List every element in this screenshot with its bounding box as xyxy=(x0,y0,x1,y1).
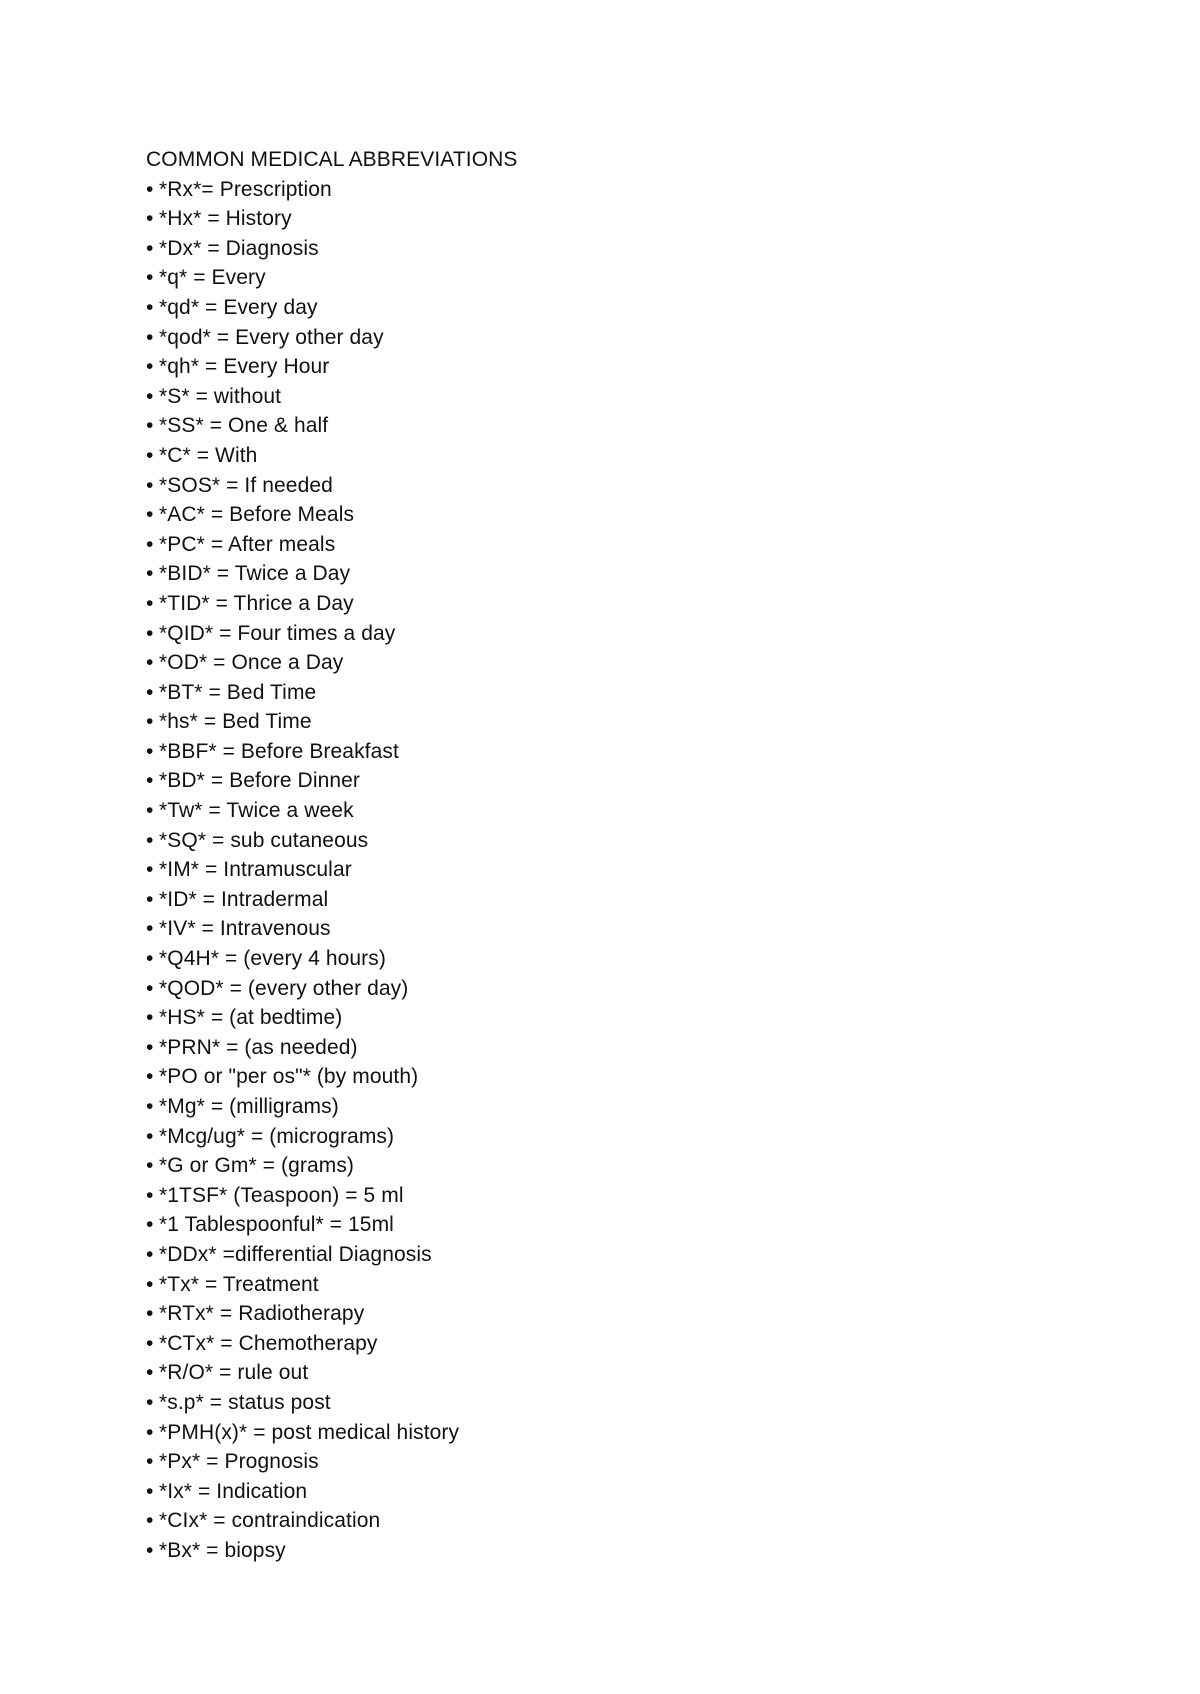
list-item xyxy=(146,1122,1046,1152)
abbreviation-text: *RTx* = Radiotherapy xyxy=(159,1302,365,1326)
bullet-icon: • xyxy=(146,1331,154,1355)
abbreviation-text: *OD* = Once a Day xyxy=(159,651,344,675)
abbreviation-text: *IV* = Intravenous xyxy=(159,917,331,941)
list-item xyxy=(146,766,1046,796)
list-item xyxy=(146,619,1046,649)
abbreviation-text: *TID* = Thrice a Day xyxy=(159,591,354,615)
abbreviation-text: *SS* = One & half xyxy=(159,414,329,438)
bullet-icon: • xyxy=(146,887,154,911)
bullet-icon: • xyxy=(146,1154,154,1178)
abbreviation-text: *Tx* = Treatment xyxy=(159,1272,319,1296)
list-item xyxy=(146,411,1046,441)
bullet-icon: • xyxy=(146,917,154,941)
abbreviation-text: *IM* = Intramuscular xyxy=(159,858,352,882)
abbreviation-text: *QOD* = (every other day) xyxy=(159,976,409,1000)
list-item xyxy=(146,293,1046,323)
abbreviation-text: *SQ* = sub cutaneous xyxy=(159,828,369,852)
list-item xyxy=(146,441,1046,471)
abbreviation-text: *q* = Every xyxy=(159,266,266,290)
abbreviation-text: *Px* = Prognosis xyxy=(159,1450,319,1474)
abbreviation-text: *QID* = Four times a day xyxy=(159,621,396,645)
abbreviation-text: *AC* = Before Meals xyxy=(159,503,355,527)
abbreviation-text: *qd* = Every day xyxy=(159,295,318,319)
list-item xyxy=(146,471,1046,501)
abbreviation-text: *CTx* = Chemotherapy xyxy=(159,1331,378,1355)
bullet-icon: • xyxy=(146,1183,154,1207)
abbreviation-text: *Bx* = biopsy xyxy=(159,1538,286,1562)
bullet-icon: • xyxy=(146,976,154,1000)
list-item xyxy=(146,323,1046,353)
list-item xyxy=(146,1240,1046,1270)
list-item xyxy=(146,1447,1046,1477)
list-item xyxy=(146,589,1046,619)
bullet-icon: • xyxy=(146,1065,154,1089)
bullet-icon: • xyxy=(146,739,154,763)
bullet-icon: • xyxy=(146,680,154,704)
bullet-icon: • xyxy=(146,1450,154,1474)
abbreviation-text: *BID* = Twice a Day xyxy=(159,562,351,586)
list-item xyxy=(146,382,1046,412)
list-item xyxy=(146,737,1046,767)
list-item xyxy=(146,1536,1046,1566)
list-item xyxy=(146,707,1046,737)
list-item xyxy=(146,1329,1046,1359)
list-item xyxy=(146,1270,1046,1300)
bullet-icon: • xyxy=(146,1213,154,1237)
bullet-icon: • xyxy=(146,1509,154,1533)
list-item xyxy=(146,974,1046,1004)
abbreviation-text: *Rx*= Prescription xyxy=(159,177,332,201)
list-item xyxy=(146,1210,1046,1240)
bullet-icon: • xyxy=(146,562,154,586)
abbreviation-text: *PRN* = (as needed) xyxy=(159,1035,358,1059)
abbreviation-text: *Tw* = Twice a week xyxy=(159,799,354,823)
list-item xyxy=(146,1477,1046,1507)
abbreviation-text: *S* = without xyxy=(159,384,282,408)
list-item xyxy=(146,1358,1046,1388)
list-item xyxy=(146,1033,1046,1063)
list-item xyxy=(146,204,1046,234)
abbreviation-text: *G or Gm* = (grams) xyxy=(159,1154,355,1178)
abbreviation-text: *Q4H* = (every 4 hours) xyxy=(159,947,386,971)
list-item xyxy=(146,234,1046,264)
bullet-icon: • xyxy=(146,503,154,527)
bullet-icon: • xyxy=(146,295,154,319)
list-item xyxy=(146,648,1046,678)
bullet-icon: • xyxy=(146,177,154,201)
abbreviation-text: *BT* = Bed Time xyxy=(159,680,317,704)
bullet-icon: • xyxy=(146,1035,154,1059)
abbreviation-text: *Ix* = Indication xyxy=(159,1479,308,1503)
bullet-icon: • xyxy=(146,266,154,290)
bullet-icon: • xyxy=(146,1095,154,1118)
bullet-icon: • xyxy=(146,443,154,467)
abbreviation-text: *PMH(x)* = post medical history xyxy=(159,1420,460,1444)
bullet-icon: • xyxy=(146,414,154,438)
bullet-icon: • xyxy=(146,1420,154,1444)
abbreviation-text: *DDx* =differential Diagnosis xyxy=(159,1242,432,1266)
list-item xyxy=(146,678,1046,708)
bullet-icon: • xyxy=(146,651,154,675)
bullet-icon: • xyxy=(146,473,154,497)
bullet-icon: • xyxy=(146,799,154,823)
abbreviation-text: *BD* = Before Dinner xyxy=(159,769,361,793)
abbreviation-text: *R/O* = rule out xyxy=(159,1361,309,1385)
bullet-icon: • xyxy=(146,1124,154,1148)
abbreviation-text: *1TSF* (Teaspoon) = 5 ml xyxy=(159,1183,404,1207)
list-item xyxy=(146,559,1046,589)
list-item xyxy=(146,530,1046,560)
bullet-icon: • xyxy=(146,1006,154,1030)
abbreviation-text: *PC* = After meals xyxy=(159,532,336,556)
bullet-icon: • xyxy=(146,532,154,556)
bullet-icon: • xyxy=(146,710,154,734)
list-item xyxy=(146,1181,1046,1211)
list-item xyxy=(146,944,1046,974)
bullet-icon: • xyxy=(146,1538,154,1562)
abbreviation-text: *Hx* = History xyxy=(159,207,292,231)
bullet-icon: • xyxy=(146,1242,154,1266)
bullet-icon: • xyxy=(146,1390,154,1414)
abbreviation-text: *hs* = Bed Time xyxy=(159,710,312,734)
abbreviation-text: *qh* = Every Hour xyxy=(159,355,330,379)
bullet-icon: • xyxy=(146,769,154,793)
abbreviation-text: *CIx* = contraindication xyxy=(159,1509,381,1533)
list-item xyxy=(146,352,1046,382)
list-item xyxy=(146,1003,1046,1033)
bullet-icon: • xyxy=(146,1361,154,1385)
list-item xyxy=(146,263,1046,293)
bullet-icon: • xyxy=(146,947,154,971)
document-content xyxy=(146,145,1046,1566)
list-item xyxy=(146,1388,1046,1418)
abbreviation-text: *SOS* = If needed xyxy=(159,473,333,497)
bullet-icon: • xyxy=(146,207,154,231)
bullet-icon: • xyxy=(146,355,154,379)
bullet-icon: • xyxy=(146,1302,154,1326)
bullet-icon: • xyxy=(146,384,154,408)
list-item xyxy=(146,855,1046,885)
bullet-icon: • xyxy=(146,858,154,882)
abbreviation-text: *s.p* = status post xyxy=(159,1390,331,1414)
list-item xyxy=(146,500,1046,530)
abbreviation-text: *Mcg/ug* = (micrograms) xyxy=(159,1124,395,1148)
bullet-icon: • xyxy=(146,828,154,852)
bullet-icon: • xyxy=(146,236,154,260)
abbreviation-text: *Mg* = (milligrams) xyxy=(159,1095,339,1118)
abbreviation-text: *qod* = Every other day xyxy=(159,325,384,349)
list-item xyxy=(146,914,1046,944)
bullet-icon: • xyxy=(146,1272,154,1296)
bullet-icon: • xyxy=(146,591,154,615)
abbreviation-text: *BBF* = Before Breakfast xyxy=(159,739,399,763)
list-item xyxy=(146,1299,1046,1329)
abbreviation-text: *C* = With xyxy=(159,443,258,467)
list-item xyxy=(146,1062,1046,1092)
list-item xyxy=(146,796,1046,826)
list-item xyxy=(146,1151,1046,1181)
bullet-icon: • xyxy=(146,621,154,645)
list-item xyxy=(146,1418,1046,1448)
list-item xyxy=(146,885,1046,915)
abbreviation-text: *ID* = Intradermal xyxy=(159,887,329,911)
list-item xyxy=(146,175,1046,205)
abbreviation-list xyxy=(146,175,1046,1566)
list-item xyxy=(146,1092,1046,1122)
list-item xyxy=(146,826,1046,856)
abbreviation-text: *Dx* = Diagnosis xyxy=(159,236,319,260)
abbreviation-text: *PO or "per os"* (by mouth) xyxy=(159,1065,419,1089)
bullet-icon: • xyxy=(146,325,154,349)
abbreviation-text: *1 Tablespoonful* = 15ml xyxy=(159,1213,394,1237)
document-title: COMMON MEDICAL ABBREVIATIONS xyxy=(146,148,518,171)
bullet-icon: • xyxy=(146,1479,154,1503)
list-item xyxy=(146,1506,1046,1536)
abbreviation-text: *HS* = (at bedtime) xyxy=(159,1006,343,1030)
